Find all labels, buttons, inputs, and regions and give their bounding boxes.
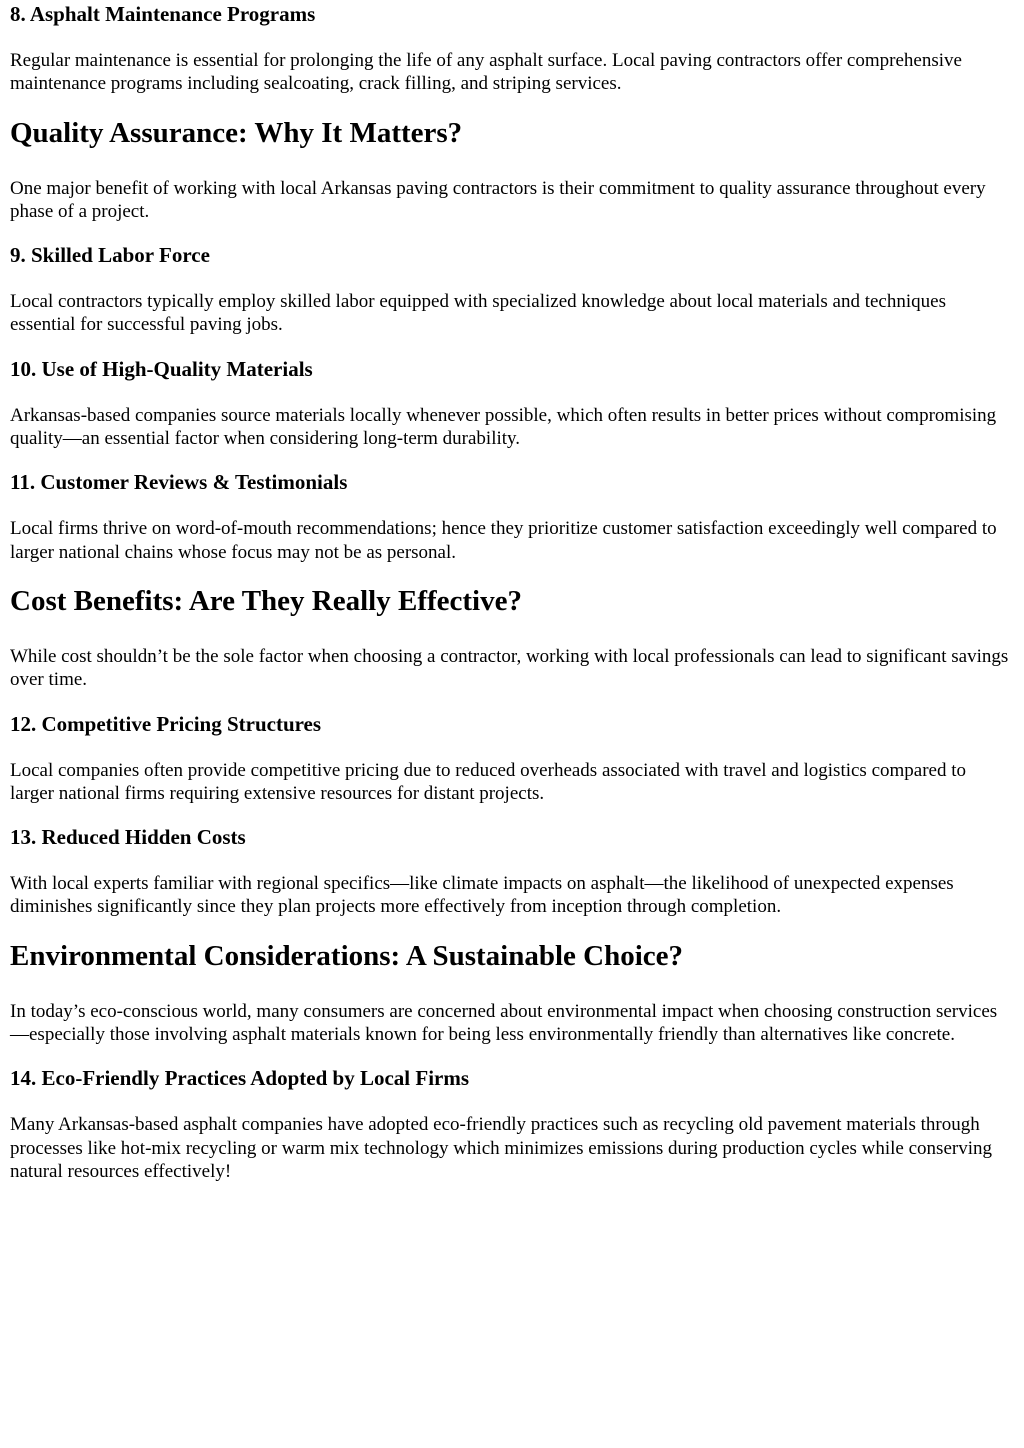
paragraph-customer-reviews: Local firms thrive on word-of-mouth recommendations; hence they prioritize customer satisfaction exceedingly well compared to larger national chains whose focus may not be as personal. [10, 518, 997, 563]
heading-environmental-considerations: Environmental Considerations: A Sustainable Choice? [10, 939, 684, 972]
heading-cost-benefits: Cost Benefits: Are They Really Effective? [10, 584, 522, 617]
heading-quality-assurance: Quality Assurance: Why It Matters? [10, 116, 463, 149]
paragraph-quality-assurance: One major benefit of working with local Arkansas paving contractors is their commitment to quality assurance throughout every phase of a project. [10, 177, 986, 222]
heading-high-quality-materials: 10. Use of High-Quality Materials [10, 356, 313, 381]
heading-reduced-hidden-costs: 13. Reduced Hidden Costs [10, 825, 246, 850]
heading-eco-friendly-practices: 14. Eco-Friendly Practices Adopted by Local Firms [10, 1066, 470, 1091]
heading-skilled-labor-force: 9. Skilled Labor Force [10, 243, 210, 268]
paragraph-skilled-labor: Local contractors typically employ skilled labor equipped with specialized knowledge about local materials and techniques essential for successful paving jobs. [10, 291, 946, 336]
heading-competitive-pricing: 12. Competitive Pricing Structures [10, 711, 322, 736]
paragraph-environmental-considerations: In today’s eco-conscious world, many consumers are concerned about environmental impact when choosing construction services—especially those involving asphalt materials known for being less environmentally friendly than alternatives like concrete. [10, 1000, 998, 1046]
paragraph-high-quality-materials: Arkansas-based companies source materials locally whenever possible, which often results in better prices without compromising quality—an essential factor when considering long-term durability. [10, 404, 997, 450]
heading-customer-reviews: 11. Customer Reviews & Testimonials [10, 470, 348, 495]
paragraph-competitive-pricing: Local companies often provide competitive pricing due to reduced overheads associated with travel and logistics compared to larger national firms requiring extensive resources for distant projects. [10, 759, 967, 804]
paragraph-reduced-hidden-costs: With local experts familiar with regional specifics—like climate impacts on asphalt—the likelihood of unexpected expenses diminishes significantly since they plan projects more effectively from inception through completion. [10, 873, 954, 918]
heading-asphalt-maintenance-programs: 8. Asphalt Maintenance Programs [10, 2, 316, 26]
paragraph-eco-friendly-practices: Many Arkansas-based asphalt companies have adopted eco-friendly practices such as recycling old pavement materials through processes like hot-mix recycling or warm mix technology which minimizes emissions during production cycles while conserving natural resources effectively! [10, 1114, 992, 1182]
paragraph-asphalt-maintenance: Regular maintenance is essential for prolonging the life of any asphalt surface. Local paving contractors offer comprehensive maintenance programs including sealcoating, crack filling, and striping services. [10, 50, 962, 95]
article-content [0, 2, 1024, 1183]
paragraph-cost-benefits: While cost shouldn’t be the sole factor when choosing a contractor, working with local professionals can lead to significant savings over time. [10, 645, 1009, 691]
